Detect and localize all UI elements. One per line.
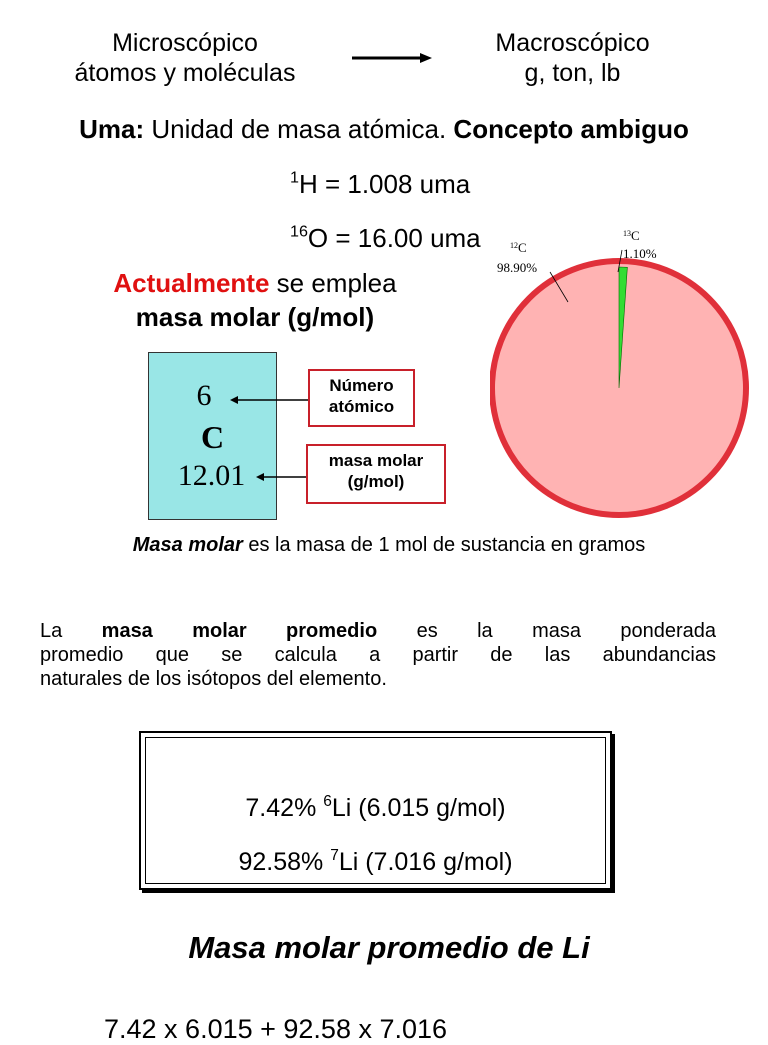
arrow-right-icon	[350, 48, 434, 68]
atomic-number-label	[308, 369, 415, 427]
microscopic-subtitle: átomos y moléculas	[74, 59, 296, 87]
atomic-number-label-line1: Número	[329, 376, 394, 395]
pie-label-c12: $^{12}$C	[510, 240, 527, 255]
hydrogen-mass	[290, 168, 470, 200]
definition-text: es la masa de 1 mol de sustancia en gramos	[242, 534, 646, 556]
actualmente-rest: se emplea	[269, 268, 397, 298]
pie-label-c13: $^{13}$C	[623, 228, 640, 243]
uma-definition	[0, 113, 768, 145]
uma-text: Unidad de masa atómica.	[144, 114, 454, 144]
actualmente-block	[80, 266, 430, 334]
uma-label: Uma:	[79, 114, 145, 144]
paragraph-line-3: naturales de los isótopos del elemento.	[40, 668, 387, 690]
microscopic-heading	[40, 28, 330, 88]
paragraph-line-2: promedio que se calcula a partir de las abundancias	[40, 644, 716, 666]
oxygen-mass-text: O = 16.00 uma	[307, 223, 481, 253]
atomic-number: 6	[196, 379, 212, 412]
average-mass-formula: 7.42 x 6.015 + 92.58 x 7.016	[104, 1014, 448, 1044]
oxygen-mass-number: 16	[290, 222, 308, 241]
hydrogen-mass-number: 1	[290, 168, 299, 187]
macroscopic-subtitle: g, ton, lb	[524, 59, 621, 87]
element-symbol: C	[200, 419, 225, 455]
oxygen-mass	[290, 222, 481, 254]
lithium-7-row: 92.58% $^7$Li (7.016 g/mol)	[238, 846, 513, 876]
molar-mass-label	[306, 444, 446, 504]
uma-emphasis: Concepto ambiguo	[453, 114, 689, 144]
molar-mass-label-line2: (g/mol)	[347, 472, 405, 491]
hydrogen-mass-text: H = 1.008 uma	[298, 169, 471, 199]
molar-mass-value: 12.01	[177, 459, 246, 492]
atomic-number-label-line2: atómico	[328, 397, 395, 416]
pie-percent-c13: 1.10%	[623, 246, 657, 261]
macroscopic-label: Macroscópico	[495, 29, 650, 57]
lithium-6-row: 7.42% $^6$Li (6.015 g/mol)	[245, 792, 506, 822]
carbon-isotope-pie-chart	[490, 220, 760, 520]
section-title: Masa molar promedio de Li	[188, 930, 590, 965]
microscopic-label: Microscópico	[112, 29, 258, 57]
lithium-isotopes-box	[139, 731, 612, 890]
label-arrows	[228, 388, 308, 488]
masa-molar-unit: masa molar (g/mol)	[135, 302, 375, 332]
molar-mass-definition	[0, 533, 768, 557]
actualmente-word: Actualmente	[113, 268, 270, 298]
paragraph-line-1: La masa molar promedio es la masa ponderada	[40, 620, 717, 642]
pie-percent-c12: 98.90%	[497, 260, 538, 275]
average-molar-mass-paragraph	[40, 619, 716, 691]
molar-mass-label-line1: masa molar	[328, 451, 424, 470]
macroscopic-heading	[440, 28, 705, 88]
definition-term: Masa molar	[132, 534, 243, 556]
